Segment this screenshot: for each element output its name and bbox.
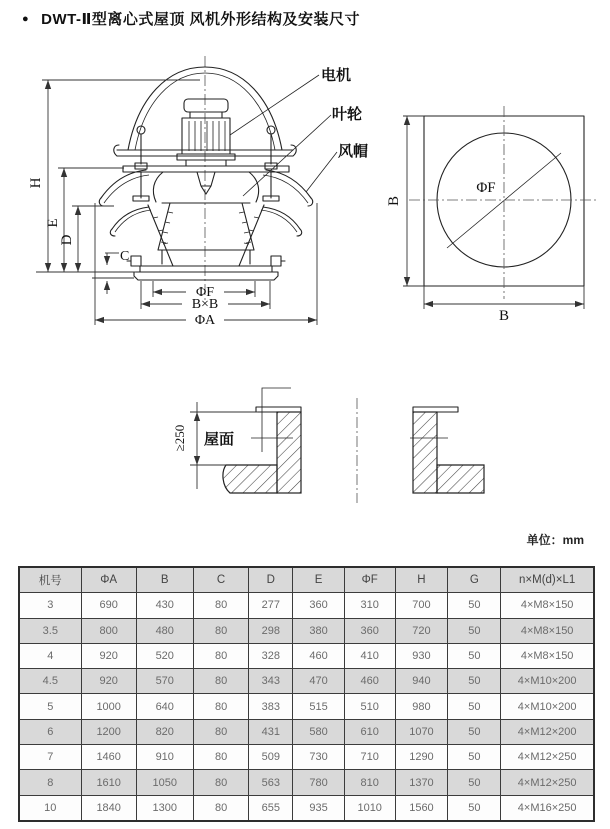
table-row [19,745,594,770]
table-cell: 4×M10×200 [501,694,594,719]
table-cell: 800 [81,618,136,643]
table-cell: 710 [344,745,395,770]
table-cell: 1000 [81,694,136,719]
table-row [19,618,594,643]
table-cell: 640 [136,694,193,719]
table-cell: 4×M8×150 [501,643,594,668]
table-cell: 920 [81,643,136,668]
table-cell: 563 [249,770,293,795]
fan-top-view-drawing [386,106,599,324]
table-cell: 50 [448,719,501,744]
table-row [19,669,594,694]
windcap-label: 风帽 [338,144,369,160]
col-header: E [293,567,345,593]
table-cell: 360 [344,618,395,643]
table-cell: 5 [19,694,81,719]
table-cell: 3 [19,593,81,618]
col-header: n×M(d)×L1 [501,567,594,593]
table-cell: 515 [293,694,345,719]
table-cell: 310 [344,593,395,618]
table-cell: 4×M12×250 [501,770,594,795]
table-cell: 935 [293,795,345,821]
table-cell: 780 [293,770,345,795]
fan-side-view-drawing [28,56,368,328]
table-cell: 80 [193,719,249,744]
table-cell: 1290 [395,745,448,770]
table-cell: 4×M12×250 [501,745,594,770]
spec-table [18,566,595,822]
dim-d-label: D [59,234,75,246]
table-cell: 50 [448,745,501,770]
table-cell: 730 [293,745,345,770]
table-cell: 328 [249,643,293,668]
table-cell: 80 [193,694,249,719]
table-row [19,643,594,668]
table-cell: 655 [249,795,293,821]
table-cell: 80 [193,643,249,668]
dim-bxb-label: B×B [191,297,219,312]
table-cell: 1070 [395,719,448,744]
table-cell: 480 [136,618,193,643]
table-cell: 80 [193,795,249,821]
col-header: G [448,567,501,593]
table-cell: 430 [136,593,193,618]
table-cell: 1010 [344,795,395,821]
unit-note: 单位：mm [526,533,584,547]
table-cell: 1610 [81,770,136,795]
table-cell: 50 [448,618,501,643]
col-header: ΦF [344,567,395,593]
table-cell: 1460 [81,745,136,770]
table-cell: 4×M10×200 [501,669,594,694]
table-cell: 4×M16×250 [501,795,594,821]
table-cell: 520 [136,643,193,668]
table-cell: 80 [193,669,249,694]
table-row [19,593,594,618]
col-header: C [193,567,249,593]
table-row [19,770,594,795]
dim-phia-label: ΦA [194,313,216,328]
title-text: DWT-Ⅱ型离心式屋顶 风机外形结构及安装尺寸 [41,11,361,28]
roof-surface-label: 屋面 [204,432,235,448]
table-cell: 980 [395,694,448,719]
table-cell: 509 [249,745,293,770]
table-cell: 690 [81,593,136,618]
table-cell: 1300 [136,795,193,821]
table-cell: 360 [293,593,345,618]
table-cell: 277 [249,593,293,618]
table-cell: 470 [293,669,345,694]
table-header-row [19,567,594,593]
table-cell: 50 [448,795,501,821]
table-cell: 10 [19,795,81,821]
table-cell: 810 [344,770,395,795]
col-header: H [395,567,448,593]
col-header: B [136,567,193,593]
table-cell: 343 [249,669,293,694]
dim-h-label: H [28,177,44,189]
table-cell: 6 [19,719,81,744]
table-cell: 50 [448,593,501,618]
col-header: D [249,567,293,593]
table-cell: 1560 [395,795,448,821]
table-cell: 4×M8×150 [501,618,594,643]
min-height-label: ≥250 [172,424,187,452]
table-cell: 720 [395,618,448,643]
table-cell: 1840 [81,795,136,821]
table-cell: 1370 [395,770,448,795]
table-cell: 50 [448,669,501,694]
table-cell: 4 [19,643,81,668]
table-cell: 80 [193,618,249,643]
table-row [19,694,594,719]
table-cell: 1200 [81,719,136,744]
table-cell: 80 [193,770,249,795]
motor-label: 电机 [321,68,352,84]
col-header: 机号 [19,567,81,593]
table-cell: 3.5 [19,618,81,643]
table-cell: 460 [293,643,345,668]
table-cell: 50 [448,643,501,668]
table-cell: 930 [395,643,448,668]
roof-section-drawing [172,388,484,503]
table-cell: 910 [136,745,193,770]
table-cell: 8 [19,770,81,795]
table-row [19,795,594,821]
table-cell: 4×M8×150 [501,593,594,618]
table-cell: 460 [344,669,395,694]
topview-b-bottom-label: B [498,308,510,324]
table-cell: 50 [448,694,501,719]
table-cell: 510 [344,694,395,719]
table-cell: 383 [249,694,293,719]
table-cell: 4×M12×200 [501,719,594,744]
table-cell: 50 [448,770,501,795]
table-cell: 920 [81,669,136,694]
table-row [19,719,594,744]
col-header: ΦA [81,567,136,593]
table-cell: 4.5 [19,669,81,694]
table-cell: 570 [136,669,193,694]
table-cell: 431 [249,719,293,744]
topview-phif-label: ΦF [476,180,496,196]
table-cell: 940 [395,669,448,694]
table-cell: 80 [193,593,249,618]
dim-phif-label: ΦF [195,285,215,300]
table-cell: 7 [19,745,81,770]
table-cell: 410 [344,643,395,668]
impeller-label: 叶轮 [332,107,363,123]
table-cell: 580 [293,719,345,744]
topview-b-left-label: B [386,195,402,207]
table-cell: 380 [293,618,345,643]
table-cell: 80 [193,745,249,770]
dim-e-label: E [45,218,61,228]
dim-c-label: C [120,249,130,264]
title-bullet-icon: ● [22,13,30,25]
table-cell: 820 [136,719,193,744]
table-cell: 298 [249,618,293,643]
table-cell: 610 [344,719,395,744]
table-cell: 1050 [136,770,193,795]
table-cell: 700 [395,593,448,618]
